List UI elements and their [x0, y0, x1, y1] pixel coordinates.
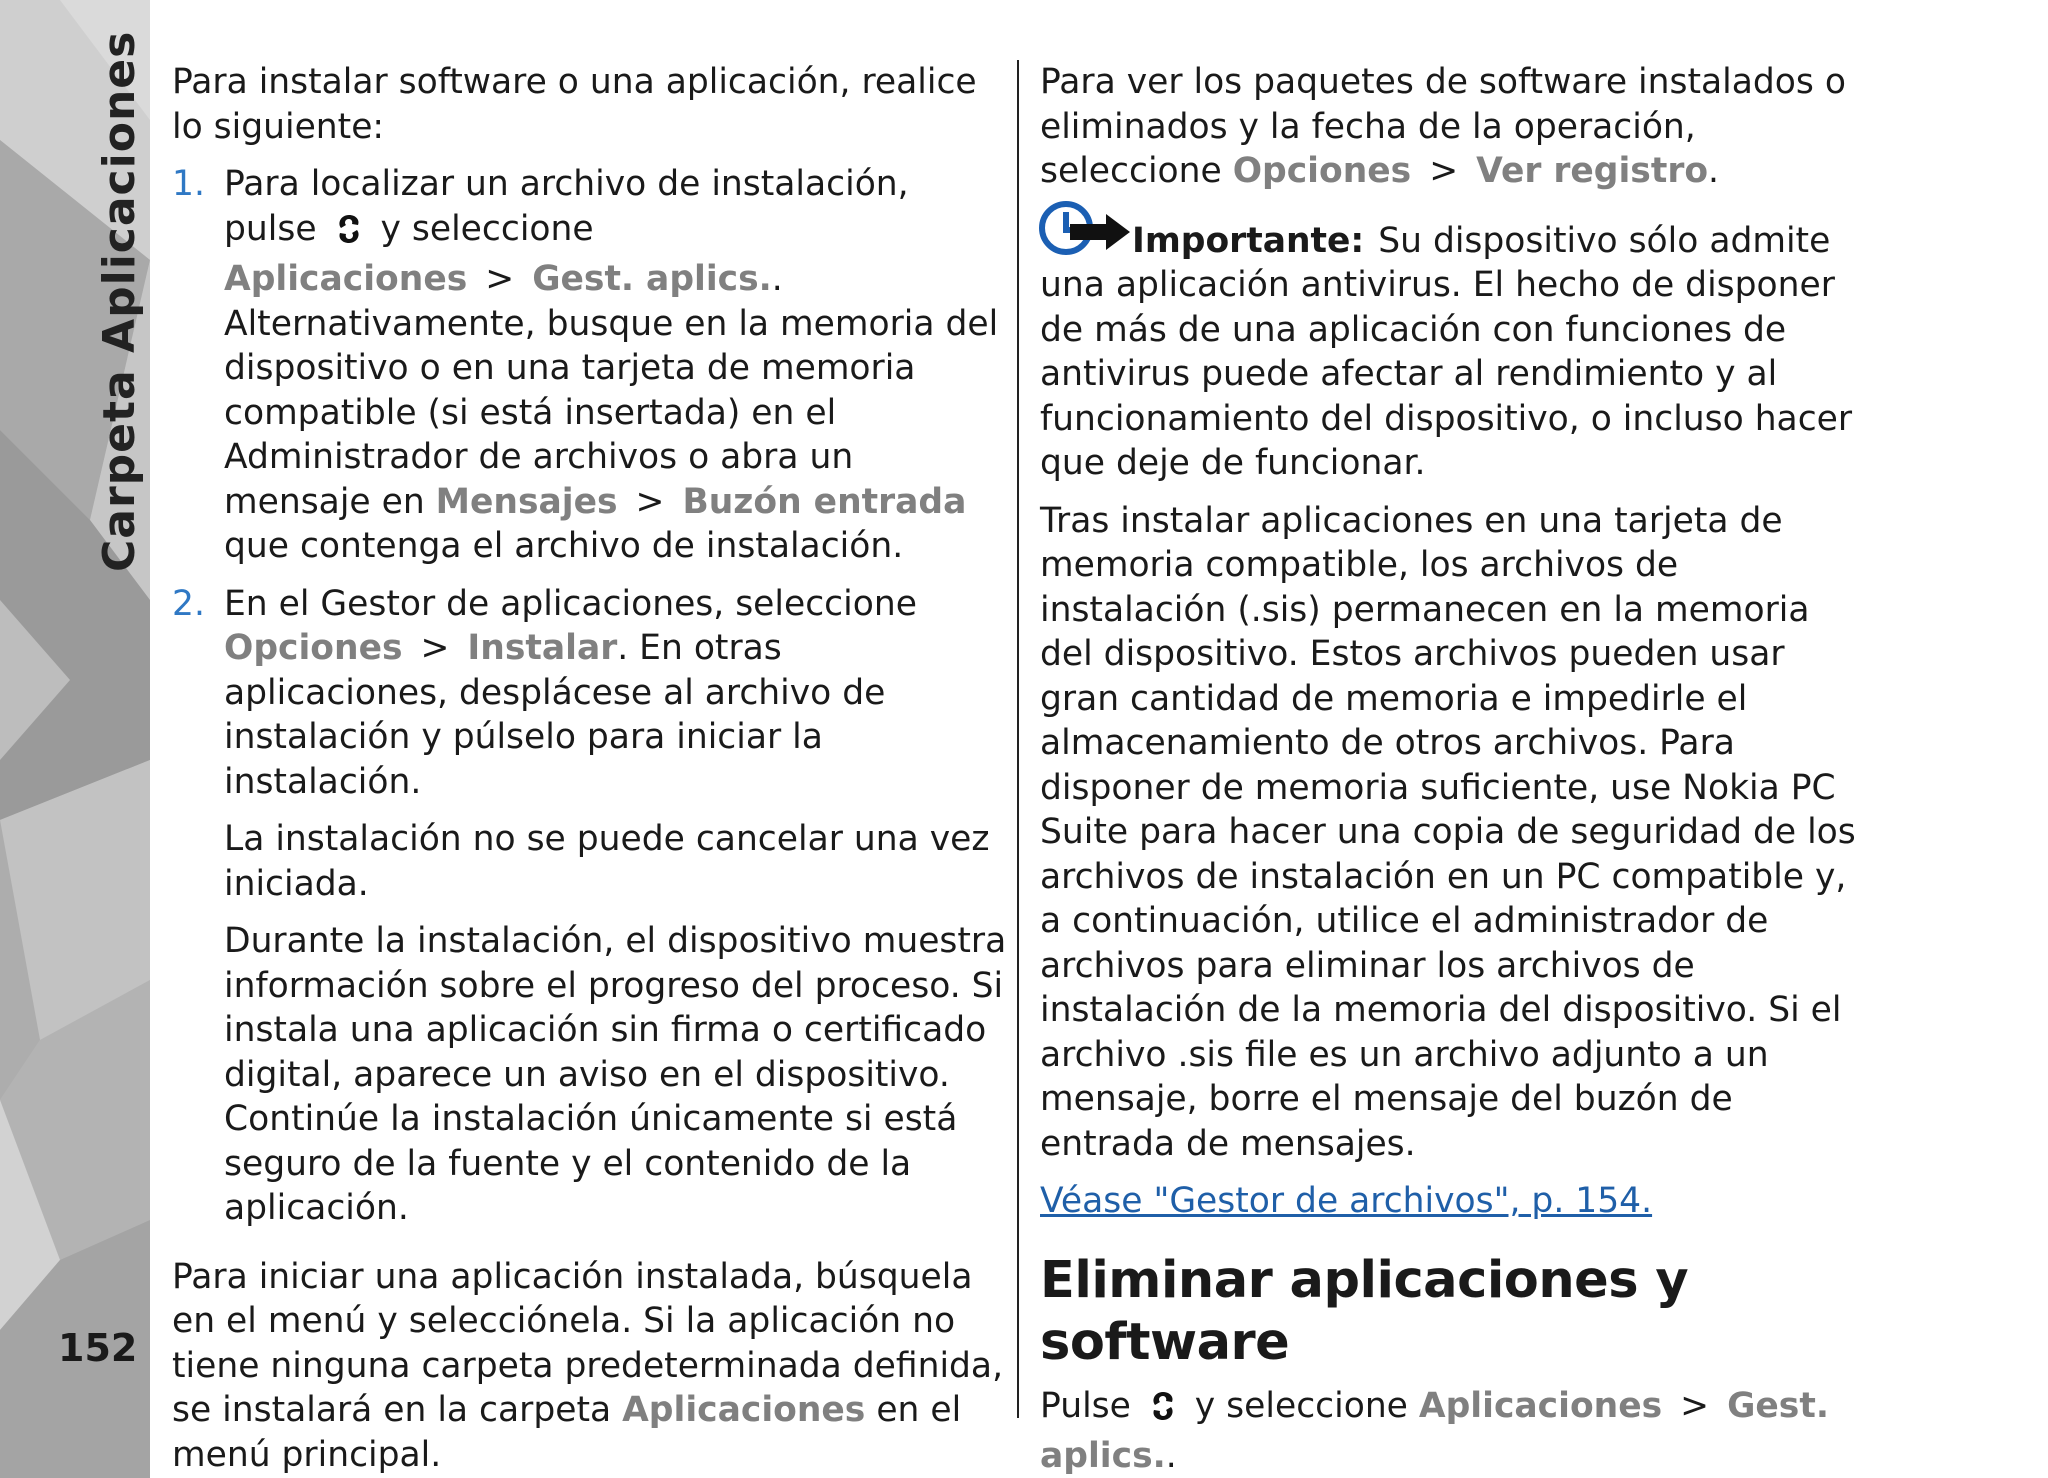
step-number: 2.: [172, 583, 205, 624]
menu-path-aplicaciones: Aplicaciones: [1418, 1385, 1663, 1426]
right-column: [1040, 60, 1870, 1478]
section-side-banner: [0, 0, 150, 1478]
section-title: Carpeta Aplicaciones: [94, 30, 145, 572]
remove-apps-paragraph: Pulse y seleccione Aplicaciones > Gest. aplics..: [1040, 1385, 1829, 1476]
section-heading: Eliminar aplicaciones y software: [1040, 1250, 1689, 1372]
menu-key-icon: [1148, 1389, 1178, 1435]
start-app-paragraph: Para iniciar una aplicación instalada, búsquela en el menú y selecciónela. Si la aplicación no tiene ninguna carpeta predeterminada definida, se instalará en la carpeta Aplicaciones en el menú principal.: [172, 1256, 1004, 1475]
install-progress-note: Durante la instalación, el dispositivo muestra información sobre el progreso del proceso. Si instala una aplicación sin firma o certificado digital, aparece un aviso en el dispositivo. Continúe la instalación únicamente si está seguro de la fuente y el contenido de la aplicación.: [224, 921, 1007, 1228]
menu-path-ver-registro: Ver registro: [1476, 151, 1709, 191]
important-note: Importante: Su dispositivo sólo admite una aplicación antivirus. El hecho de disponer de más de una aplicación con funciones de antivirus puede afectar al rendimiento y al funcionamiento del dispositivo, o incluso hacer que deje de funcionar.: [1040, 218, 1870, 486]
page-number: 152: [58, 1326, 138, 1370]
column-divider: [1017, 60, 1019, 1418]
menu-path-instalar: Instalar: [467, 628, 618, 668]
menu-path-gest-aplics: Gest. aplics.: [532, 259, 772, 299]
menu-path-opciones: Opciones: [224, 628, 403, 668]
menu-path-mensajes: Mensajes: [435, 481, 618, 522]
menu-path-aplicaciones-folder: Aplicaciones: [622, 1390, 866, 1430]
left-column: [172, 60, 1007, 1478]
important-arrow-icon: [1036, 196, 1132, 260]
cross-reference-link[interactable]: Véase "Gestor de archivos", p. 154.: [1040, 1181, 1653, 1221]
install-step-2: 2. En el Gestor de aplicaciones, seleccione Opciones > Instalar. En otras aplicaciones, desplácese al archivo de instalación y púlselo para iniciar la instalación.: [172, 583, 917, 802]
memory-paragraph: Tras instalar aplicaciones en una tarjeta de memoria compatible, los archivos de instalación (.sis) permanecen en la memoria del dispositivo. Estos archivos pueden usar gran cantidad de memoria e impedirle el almacenamiento de otros archivos. Para disponer de memoria suficiente, use Nokia PC Suite para hacer una copia de seguridad de los archivos de instalación en un PC compatible y, a continuación, utilice el administrador de archivos para eliminar los archivos de instalación de la memoria del dispositivo. Si el archivo .sis file es un archivo adjunto a un mensaje, borre el mensaje del buzón de entrada de mensajes.: [1040, 500, 1856, 1164]
menu-key-icon: [334, 212, 364, 258]
install-cancel-note: La instalación no se puede cancelar una vez iniciada.: [224, 819, 990, 904]
view-log-paragraph: Para ver los paquetes de software instalados o eliminados y la fecha de la operación, seleccione Opciones > Ver registro.: [1040, 62, 1846, 191]
menu-path-aplicaciones: Aplicaciones: [224, 259, 468, 299]
install-step-1: 1. Para localizar un archivo de instalación, pulse y seleccione Aplicaciones > Gest. aplics.. Alternativamente, busque en la memoria del dispositivo o en una tarjeta de memoria compatible (si está insertada) en el Administrador de archivos o abra un mensaje en Mensajes > Buzón entrada que contenga el archivo de instalación.: [172, 164, 999, 566]
step-number: 1.: [172, 164, 205, 204]
menu-path-opciones: Opciones: [1232, 151, 1412, 191]
install-intro: Para instalar software o una aplicación, realice lo siguiente:: [172, 62, 977, 147]
menu-path-buzon-entrada: Buzón entrada: [682, 481, 967, 522]
cross-reference-link-wrapper: [1040, 1179, 1870, 1224]
menu-path-gest-aplics: Gest. aplics.: [1040, 1385, 1829, 1476]
install-steps-list: [172, 162, 1007, 804]
important-label: Importante:: [1132, 220, 1365, 261]
